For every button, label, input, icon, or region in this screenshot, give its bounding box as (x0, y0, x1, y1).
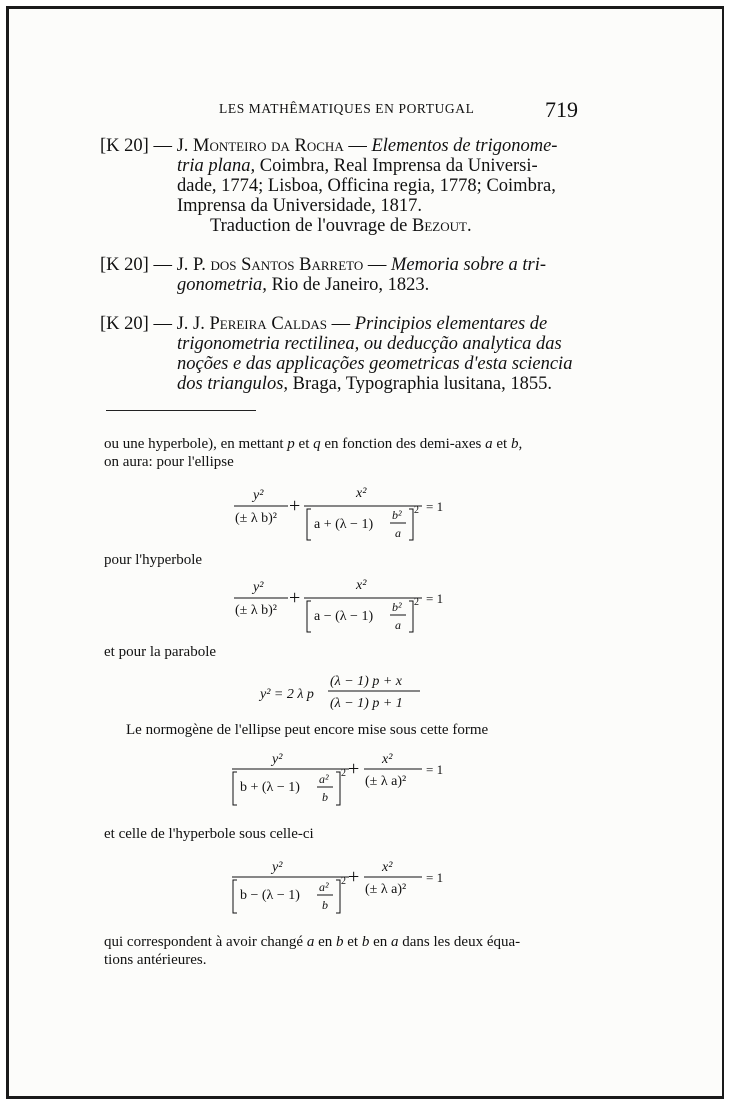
svg-text:2: 2 (341, 768, 346, 779)
eq-ellipse-frac-num: b² (392, 508, 402, 522)
paragraph: ou une hyperbole), en mettant p et q en fonction des demi-axes a et b, on aura: pour l'ellipse (104, 436, 523, 470)
svg-text:x²: x² (382, 752, 393, 767)
svg-text:(λ − 1) p + 1: (λ − 1) p + 1 (330, 696, 403, 711)
reference-list (100, 136, 580, 413)
eq-ellipse-num2: x² (356, 486, 367, 501)
right-bracket (336, 880, 340, 913)
equation-parabola (104, 667, 584, 719)
eq-ellipse-frac-den: a (395, 526, 401, 540)
label-parabole: et pour la parabole (104, 644, 217, 660)
right-bracket (336, 772, 340, 805)
svg-text:b: b (322, 898, 328, 912)
svg-text:b + (λ − 1): b + (λ − 1) (240, 780, 300, 795)
eq-ellipse-den2-inner: a + (λ − 1) (314, 517, 374, 532)
reference-entry: [K 20] — J. P. dos Santos Barreto — Memoria sobre a tri- gonometria, Rio de Janeiro, 1823. (100, 255, 547, 295)
svg-text:a²: a² (319, 772, 329, 786)
svg-text:(± λ a)²: (± λ a)² (365, 774, 407, 789)
svg-text:y²: y² (272, 752, 283, 767)
svg-text:(λ − 1) p + x: (λ − 1) p + x (330, 674, 402, 689)
eq-ellipse-den1: (± λ b)² (235, 511, 277, 526)
equation-ellipse-alt (104, 749, 584, 817)
svg-text:a: a (395, 618, 401, 632)
svg-text:+: + (348, 866, 360, 888)
svg-text:= 1: = 1 (426, 762, 444, 777)
right-bracket (409, 601, 413, 632)
svg-text:a²: a² (319, 880, 329, 894)
svg-text:b: b (322, 790, 328, 804)
svg-text:2: 2 (414, 597, 419, 608)
page-body (104, 435, 584, 969)
left-bracket (307, 601, 311, 632)
svg-text:x²: x² (382, 860, 393, 875)
label-celle: et celle de l'hyperbole sous celle-ci (104, 826, 314, 842)
reference-tag: [K 20] (100, 255, 149, 275)
reference-tag: [K 20] (100, 136, 149, 156)
reference-entry: [K 20] — J. J. Pereira Caldas — Principios elementares de trigonometria rectilinea, ou deducção analytica das noções e das applicações geometricas d'esta sciencia dos triangulos, Braga, Typographia lusitana, 1855. (100, 314, 573, 394)
footnote-rule (106, 410, 256, 411)
equation-hyperbola-alt (104, 857, 584, 927)
reference-title: Elementos de trigonome- (371, 136, 558, 156)
label-hyperbole: pour l'hyperbole (104, 552, 203, 568)
reference-title: Memoria sobre a tri- (391, 255, 547, 275)
paragraph: Le normogène de l'ellipse peut encore mise sous cette forme (126, 722, 489, 738)
svg-text:= 1: = 1 (426, 591, 444, 606)
left-bracket (233, 880, 237, 913)
book-page (6, 6, 724, 1099)
eq-ellipse-rhs: = 1 (426, 499, 444, 514)
eq-ellipse-power: 2 (414, 505, 419, 516)
reference-author: J. P. dos Santos Barreto (176, 255, 364, 275)
left-bracket (307, 509, 311, 540)
reference-author: J. Monteiro da Rocha (176, 136, 344, 156)
svg-text:b − (λ − 1): b − (λ − 1) (240, 888, 300, 903)
svg-text:2: 2 (341, 876, 346, 887)
running-title: LES MATHÊMATIQUES EN PORTUGAL (219, 101, 475, 116)
svg-text:a − (λ − 1): a − (λ − 1) (314, 609, 374, 624)
page-number: 719 (545, 97, 578, 122)
equation-ellipse (104, 485, 584, 549)
svg-text:y² = 2 λ p: y² = 2 λ p (260, 687, 314, 702)
svg-text:x²: x² (356, 578, 367, 593)
reference-entry: [K 20] — J. Monteiro da Rocha — Elementos de trigonome- tria plana, Coimbra, Real Imprensa da Universi- dade, 1774; Lisboa, Officina regia, 1778; Coimbra, Imprensa da Universidade, 1817. Traduction de l'ouvrage de Bezout. (100, 136, 558, 236)
svg-text:y²: y² (253, 580, 264, 595)
equation-hyperbola (104, 577, 584, 641)
paragraph: qui correspondent à avoir changé a en b et b en a dans les deux équa- tions antérieures. (104, 934, 521, 968)
reference-tag: [K 20] (100, 314, 149, 334)
page-header (9, 97, 722, 127)
left-bracket (233, 772, 237, 805)
eq-ellipse-num1: y² (253, 488, 264, 503)
reference-author: J. J. Pereira Caldas (176, 314, 327, 334)
svg-text:y²: y² (272, 860, 283, 875)
svg-text:= 1: = 1 (426, 870, 444, 885)
reference-title: Principios elementares de (354, 314, 548, 334)
svg-text:(± λ a)²: (± λ a)² (365, 882, 407, 897)
reference-note: Traduction de l'ouvrage de (210, 216, 408, 236)
svg-text:(± λ b)²: (± λ b)² (235, 603, 277, 618)
plus-sign: + (289, 495, 301, 517)
svg-text:+: + (348, 758, 360, 780)
right-bracket (409, 509, 413, 540)
svg-text:b²: b² (392, 600, 402, 614)
svg-text:+: + (289, 587, 301, 609)
